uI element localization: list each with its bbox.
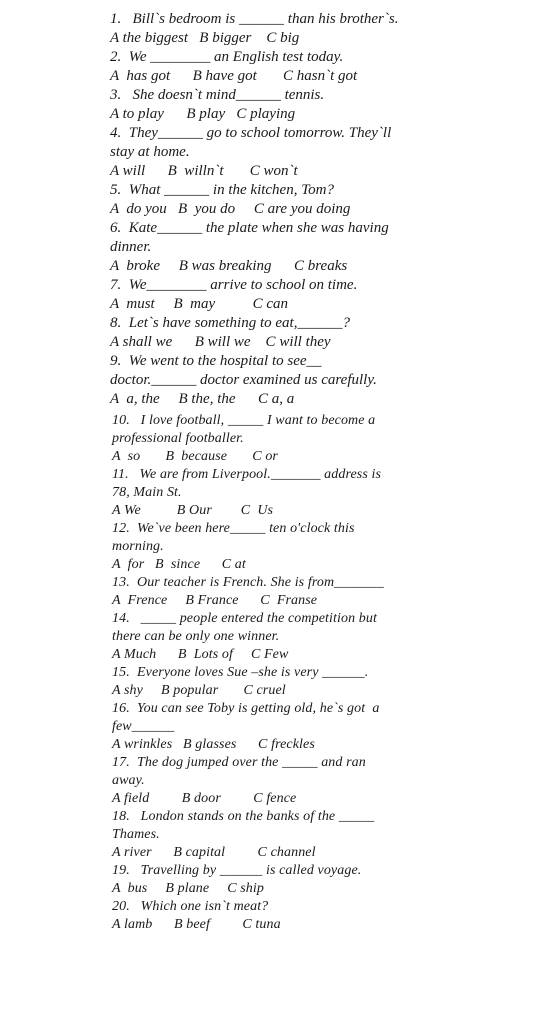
question-line: 14. _____ people entered the competition but bbox=[112, 611, 377, 626]
question-line: 7. We________ arrive to school on time. bbox=[110, 277, 358, 293]
question-line: 17. The dog jumped over the _____ and ran bbox=[112, 755, 366, 770]
answer-options: A field B door C fence bbox=[112, 791, 297, 806]
answer-options: A for B since C at bbox=[112, 557, 246, 572]
question-line: 6. Kate______ the plate when she was having bbox=[110, 220, 389, 236]
answer-options: A to play B play C playing bbox=[110, 106, 296, 122]
question-line: 78, Main St. bbox=[112, 485, 182, 500]
question-line: 11. We are from Liverpool._______ address is bbox=[112, 467, 382, 482]
question-line: few______ bbox=[112, 719, 175, 734]
question-line: dinner. bbox=[110, 239, 152, 255]
question-line: 5. What ______ in the kitchen, Tom? bbox=[110, 182, 335, 198]
question-line: 1. Bill`s bedroom is ______ than his brother`s. bbox=[110, 11, 399, 27]
question-line: Thames. bbox=[112, 827, 160, 842]
answer-options: A broke B was breaking C breaks bbox=[110, 258, 348, 274]
answer-options: A We B Our C Us bbox=[112, 503, 274, 518]
question-line: 4. They______ go to school tomorrow. They`ll bbox=[110, 125, 392, 141]
question-line: 12. We`ve been here_____ ten o'clock this bbox=[112, 521, 355, 536]
question-line: 16. You can see Toby is getting old, he`s got a bbox=[112, 701, 380, 716]
answer-options: A has got B have got C hasn`t got bbox=[110, 68, 358, 84]
question-line: 13. Our teacher is French. She is from_______ bbox=[112, 575, 384, 590]
answer-options: A so B because C or bbox=[112, 449, 278, 464]
question-line: there can be only one winner. bbox=[112, 629, 280, 644]
question-line: stay at home. bbox=[110, 144, 190, 160]
question-line: 2. We ________ an English test today. bbox=[110, 49, 344, 65]
question-line: 20. Which one isn`t meat? bbox=[112, 899, 269, 914]
answer-options: A shall we B will we C will they bbox=[110, 334, 331, 350]
question-line: doctor.______ doctor examined us carefully. bbox=[110, 372, 377, 388]
answer-options: A river B capital C channel bbox=[112, 845, 316, 860]
answer-options: A bus B plane C ship bbox=[112, 881, 264, 896]
answer-options: A shy B popular C cruel bbox=[112, 683, 286, 698]
question-line: 19. Travelling by ______ is called voyage. bbox=[112, 863, 362, 878]
answer-options: A wrinkles B glasses C freckles bbox=[112, 737, 315, 752]
question-line: away. bbox=[112, 773, 145, 788]
answer-options: A the biggest B bigger C big bbox=[110, 30, 300, 46]
question-line: 18. London stands on the banks of the _____ bbox=[112, 809, 375, 824]
question-line: morning. bbox=[112, 539, 164, 554]
answer-options: A a, the B the, the C a, a bbox=[110, 391, 295, 407]
answer-options: A will B willn`t C won`t bbox=[110, 163, 298, 179]
question-line: 9. We went to the hospital to see__ bbox=[110, 353, 322, 369]
answer-options: A Frence B France C Franse bbox=[112, 593, 318, 608]
answer-options: A do you B you do C are you doing bbox=[110, 201, 351, 217]
answer-options: A lamb B beef C tuna bbox=[112, 917, 281, 932]
question-line: 10. I love football, _____ I want to become a bbox=[112, 413, 376, 428]
question-line: professional footballer. bbox=[112, 431, 244, 446]
answer-options: A Much B Lots of C Few bbox=[112, 647, 289, 662]
question-line: 3. She doesn`t mind______ tennis. bbox=[110, 87, 325, 103]
question-line: 15. Everyone loves Sue –she is very ______. bbox=[112, 665, 369, 680]
question-line: 8. Let`s have something to eat,______? bbox=[110, 315, 350, 331]
answer-options: A must B may C can bbox=[110, 296, 289, 312]
